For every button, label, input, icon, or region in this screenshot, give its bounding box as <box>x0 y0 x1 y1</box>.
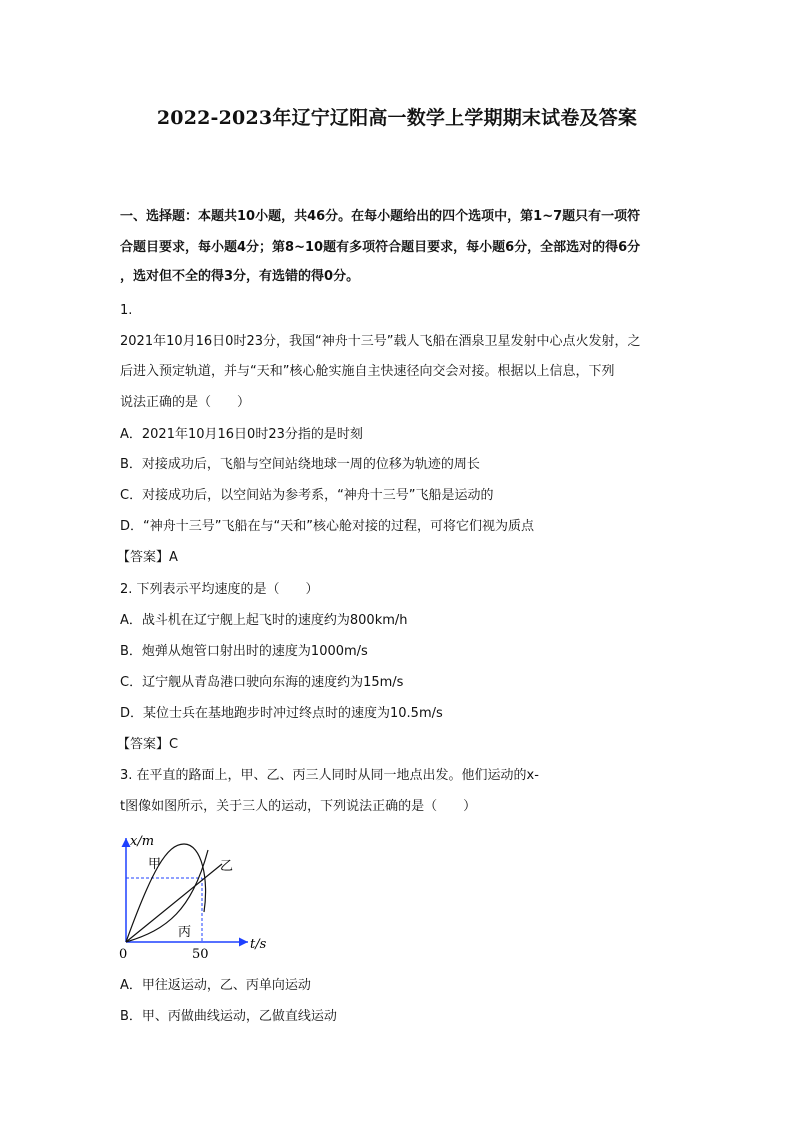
q1-answer: 【答案】A <box>117 550 178 565</box>
section-heading-line-3: ，选对但不全的得3分，有选错的得0分。 <box>120 269 360 284</box>
q3-option-b: B．甲、丙做曲线运动，乙做直线运动 <box>120 1009 337 1024</box>
q2-option-d: D．某位士兵在基地跑步时冲过终点时的速度为10.5m/s <box>120 706 443 721</box>
q1-option-b: B．对接成功后，飞船与空间站绕地球一周的位移为轨迹的周长 <box>120 457 480 472</box>
section-heading-line-1: 一、选择题：本题共10小题，共46分。在每小题给出的四个选项中，第1~7题只有一项符 <box>120 209 641 224</box>
q1-stem-line-3: 说法正确的是（ ） <box>120 395 251 410</box>
q3-xt-graph <box>112 830 282 965</box>
origin-label: 0 <box>119 947 128 962</box>
section-heading-line-2: 合题目要求，每小题4分；第8~10题有多项符合题目要求，每小题6分，全部选对的得6分 <box>120 240 641 255</box>
curve-label-yi: 乙 <box>220 859 234 874</box>
q3-stem-line-2: t图像如图所示，关于三人的运动，下列说法正确的是（ ） <box>120 799 477 814</box>
curve-bing <box>126 850 208 942</box>
x-axis-label: t/s <box>250 937 267 952</box>
q1-option-c: C．对接成功后，以空间站为参考系，“神舟十三号”飞船是运动的 <box>120 488 494 503</box>
q1-stem-line-1: 2021年10月16日0时23分，我国“神舟十三号”载人飞船在酒泉卫星发射中心点火发射，之 <box>120 334 641 349</box>
q1-option-a: A．2021年10月16日0时23分指的是时刻 <box>120 427 363 442</box>
curve-label-bing: 丙 <box>178 925 192 940</box>
curve-label-jia: 甲 <box>148 857 162 872</box>
q3-option-a: A．甲往返运动，乙、丙单向运动 <box>120 978 311 993</box>
y-axis-label: x/m <box>130 834 155 849</box>
q1-option-d: D．“神舟十三号”飞船在与“天和”核心舱对接的过程，可将它们视为质点 <box>120 519 534 534</box>
q2-option-c: C．辽宁舰从青岛港口驶向东海的速度约为15m/s <box>120 675 404 690</box>
q1-number: 1. <box>120 303 133 318</box>
x-tick-50: 50 <box>192 947 209 962</box>
page-title: 2022-2023年辽宁辽阳高一数学上学期期末试卷及答案 <box>156 107 638 129</box>
q2-option-b: B．炮弹从炮管口射出时的速度为1000m/s <box>120 644 368 659</box>
q3-stem-line-1: 3. 在平直的路面上，甲、乙、丙三人同时从同一地点出发。他们运动的x- <box>120 768 539 783</box>
q1-stem-line-2: 后进入预定轨道，并与“天和”核心舱实施自主快速径向交会对接。根据以上信息，下列 <box>120 364 615 379</box>
curve-jia <box>126 844 206 942</box>
q2-stem: 2. 下列表示平均速度的是（ ） <box>120 582 319 597</box>
q2-option-a: A．战斗机在辽宁舰上起飞时的速度约为800km/h <box>120 613 408 628</box>
q2-answer: 【答案】C <box>117 737 179 752</box>
